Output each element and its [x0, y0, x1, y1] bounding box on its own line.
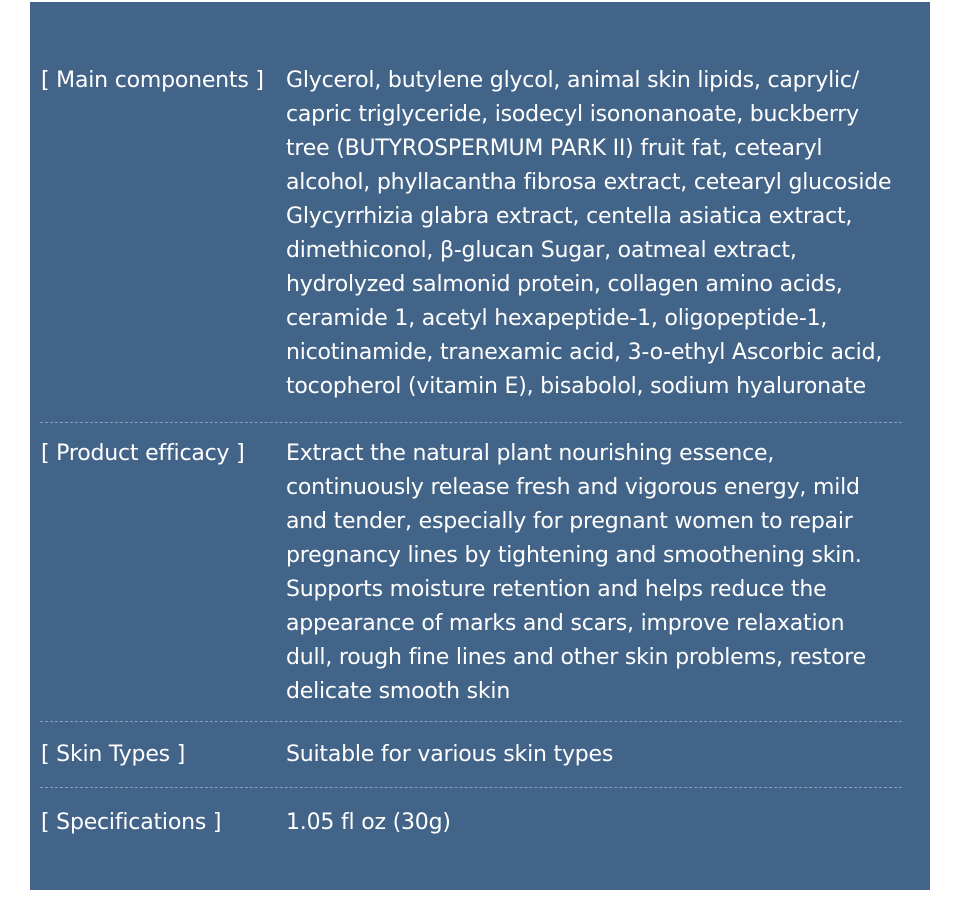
main-components-line: tocopherol (vitamin E), bisabolol, sodium hyaluronate: [286, 374, 866, 399]
product-efficacy-label: [ Product efficacy ]: [41, 441, 245, 466]
skin-types-label: [ Skin Types ]: [41, 742, 186, 767]
product-efficacy-line: continuously release fresh and vigorous energy, mild: [286, 475, 860, 500]
section-divider: [40, 422, 902, 423]
main-components-value: [286, 64, 926, 404]
specifications-label: [ Specifications ]: [41, 810, 222, 835]
section-divider: [40, 787, 902, 788]
product-efficacy-value: [286, 437, 926, 709]
product-efficacy-line: Extract the natural plant nourishing essence,: [286, 441, 775, 466]
main-components-line: ceramide 1, acetyl hexapeptide-1, oligopeptide-1,: [286, 306, 828, 331]
main-components-line: tree (BUTYROSPERMUM PARK II) fruit fat, cetearyl: [286, 136, 823, 161]
main-components-label: [ Main components ]: [41, 68, 264, 93]
specifications-value: [286, 806, 926, 840]
product-efficacy-line: and tender, especially for pregnant women to repair: [286, 509, 853, 534]
main-components-line: Glycerol, butylene glycol, animal skin lipids, caprylic/: [286, 68, 860, 93]
main-components-line: Glycyrrhizia glabra extract, centella asiatica extract,: [286, 204, 853, 229]
main-components-line: nicotinamide, tranexamic acid, 3-o-ethyl Ascorbic acid,: [286, 340, 883, 365]
product-efficacy-line: Supports moisture retention and helps reduce the: [286, 577, 827, 602]
main-components-line: hydrolyzed salmonid protein, collagen amino acids,: [286, 272, 843, 297]
product-efficacy-line: delicate smooth skin: [286, 679, 511, 704]
product-efficacy-line: pregnancy lines by tightening and smoothening skin.: [286, 543, 862, 568]
skin-types-text: Suitable for various skin types: [286, 742, 614, 767]
main-components-line: dimethiconol, β-glucan Sugar, oatmeal extract,: [286, 238, 797, 263]
product-info-panel: [30, 2, 930, 890]
product-efficacy-line: dull, rough fine lines and other skin problems, restore: [286, 645, 866, 670]
specifications-text: 1.05 fl oz (30g): [286, 810, 451, 835]
main-components-line: alcohol, phyllacantha fibrosa extract, cetearyl glucoside: [286, 170, 892, 195]
skin-types-value: [286, 738, 926, 772]
product-efficacy-line: appearance of marks and scars, improve relaxation: [286, 611, 845, 636]
main-components-line: capric triglyceride, isodecyl isononanoate, buckberry: [286, 102, 859, 127]
section-divider: [40, 721, 902, 722]
